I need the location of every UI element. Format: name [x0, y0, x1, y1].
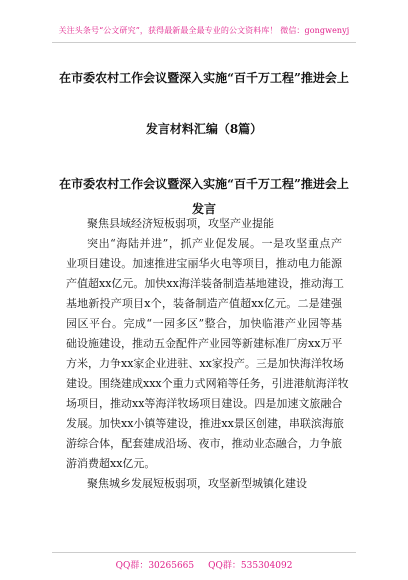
header-divider — [52, 42, 356, 43]
paragraph-line: 产值超xx亿元。加快xx海洋装备制造基地建设，推动海工 — [66, 277, 344, 290]
footer-contacts — [0, 558, 408, 571]
section-heading: 聚焦县域经济短板弱项，攻坚产业提能 — [87, 217, 274, 230]
article-title-line-1: 在市委农村工作会议暨深入实施“百千万工程”推进会上 — [59, 177, 349, 191]
document-title-line-2: 发言材料汇编（8篇） — [145, 122, 263, 136]
paragraph-line: 础设施建设，推动五金配件产业园等新建标准厂房xx万平 — [66, 337, 343, 350]
paragraph-line: 建设。围绕建成xxx个重力式网箱等任务，引进港航海洋牧 — [66, 377, 349, 390]
paragraph-line: 场项目，推动xx等海洋牧场项目建设。四是加速文旅融合 — [66, 397, 343, 410]
paragraph-line: 基地新投产项目x个，装备制造产值超xx亿元。二是建强 — [66, 297, 342, 310]
document-title-line-1: 在市委农村工作会议暨深入实施“百千万工程”推进会上 — [59, 71, 349, 85]
header-promo-note: 关注头条号“公文研究”，获得最新最全最专业的公文资料库！ 微信：gongwenyj — [58, 26, 350, 35]
paragraph-line: 园区平台。完成“一园多区”整合，加快临港产业园等基 — [66, 317, 342, 330]
article-body — [66, 214, 349, 494]
article-title-line-2: 发言 — [191, 202, 216, 216]
footer-qq-group-1: QQ群：30265665 — [115, 561, 195, 571]
section-heading: 聚焦城乡发展短板弱项，攻坚新型城镇化建设 — [87, 477, 307, 490]
footer-divider — [52, 552, 356, 553]
paragraph-line: 方米，力争xx家企业进驻、xx家投产。三是加快海洋牧场 — [66, 357, 344, 370]
footer-qq-group-2: QQ群：535304092 — [208, 561, 293, 571]
paragraph-line: 突出“海陆并进”，抓产业促发展。一是攻坚重点产 — [87, 237, 342, 250]
paragraph-line: 游综合体，配套建成沿场、夜市，推动业态融合，力争旅 — [66, 437, 342, 450]
paragraph-line: 游消费超xx亿元。 — [66, 457, 156, 470]
paragraph-line: 发展。加快xx小镇等建设，推进xx景区创建，串联滨海旅 — [66, 417, 344, 430]
paragraph-line: 业项目建设。加速推进宝丽华火电等项目，推动电力能源 — [66, 257, 342, 270]
